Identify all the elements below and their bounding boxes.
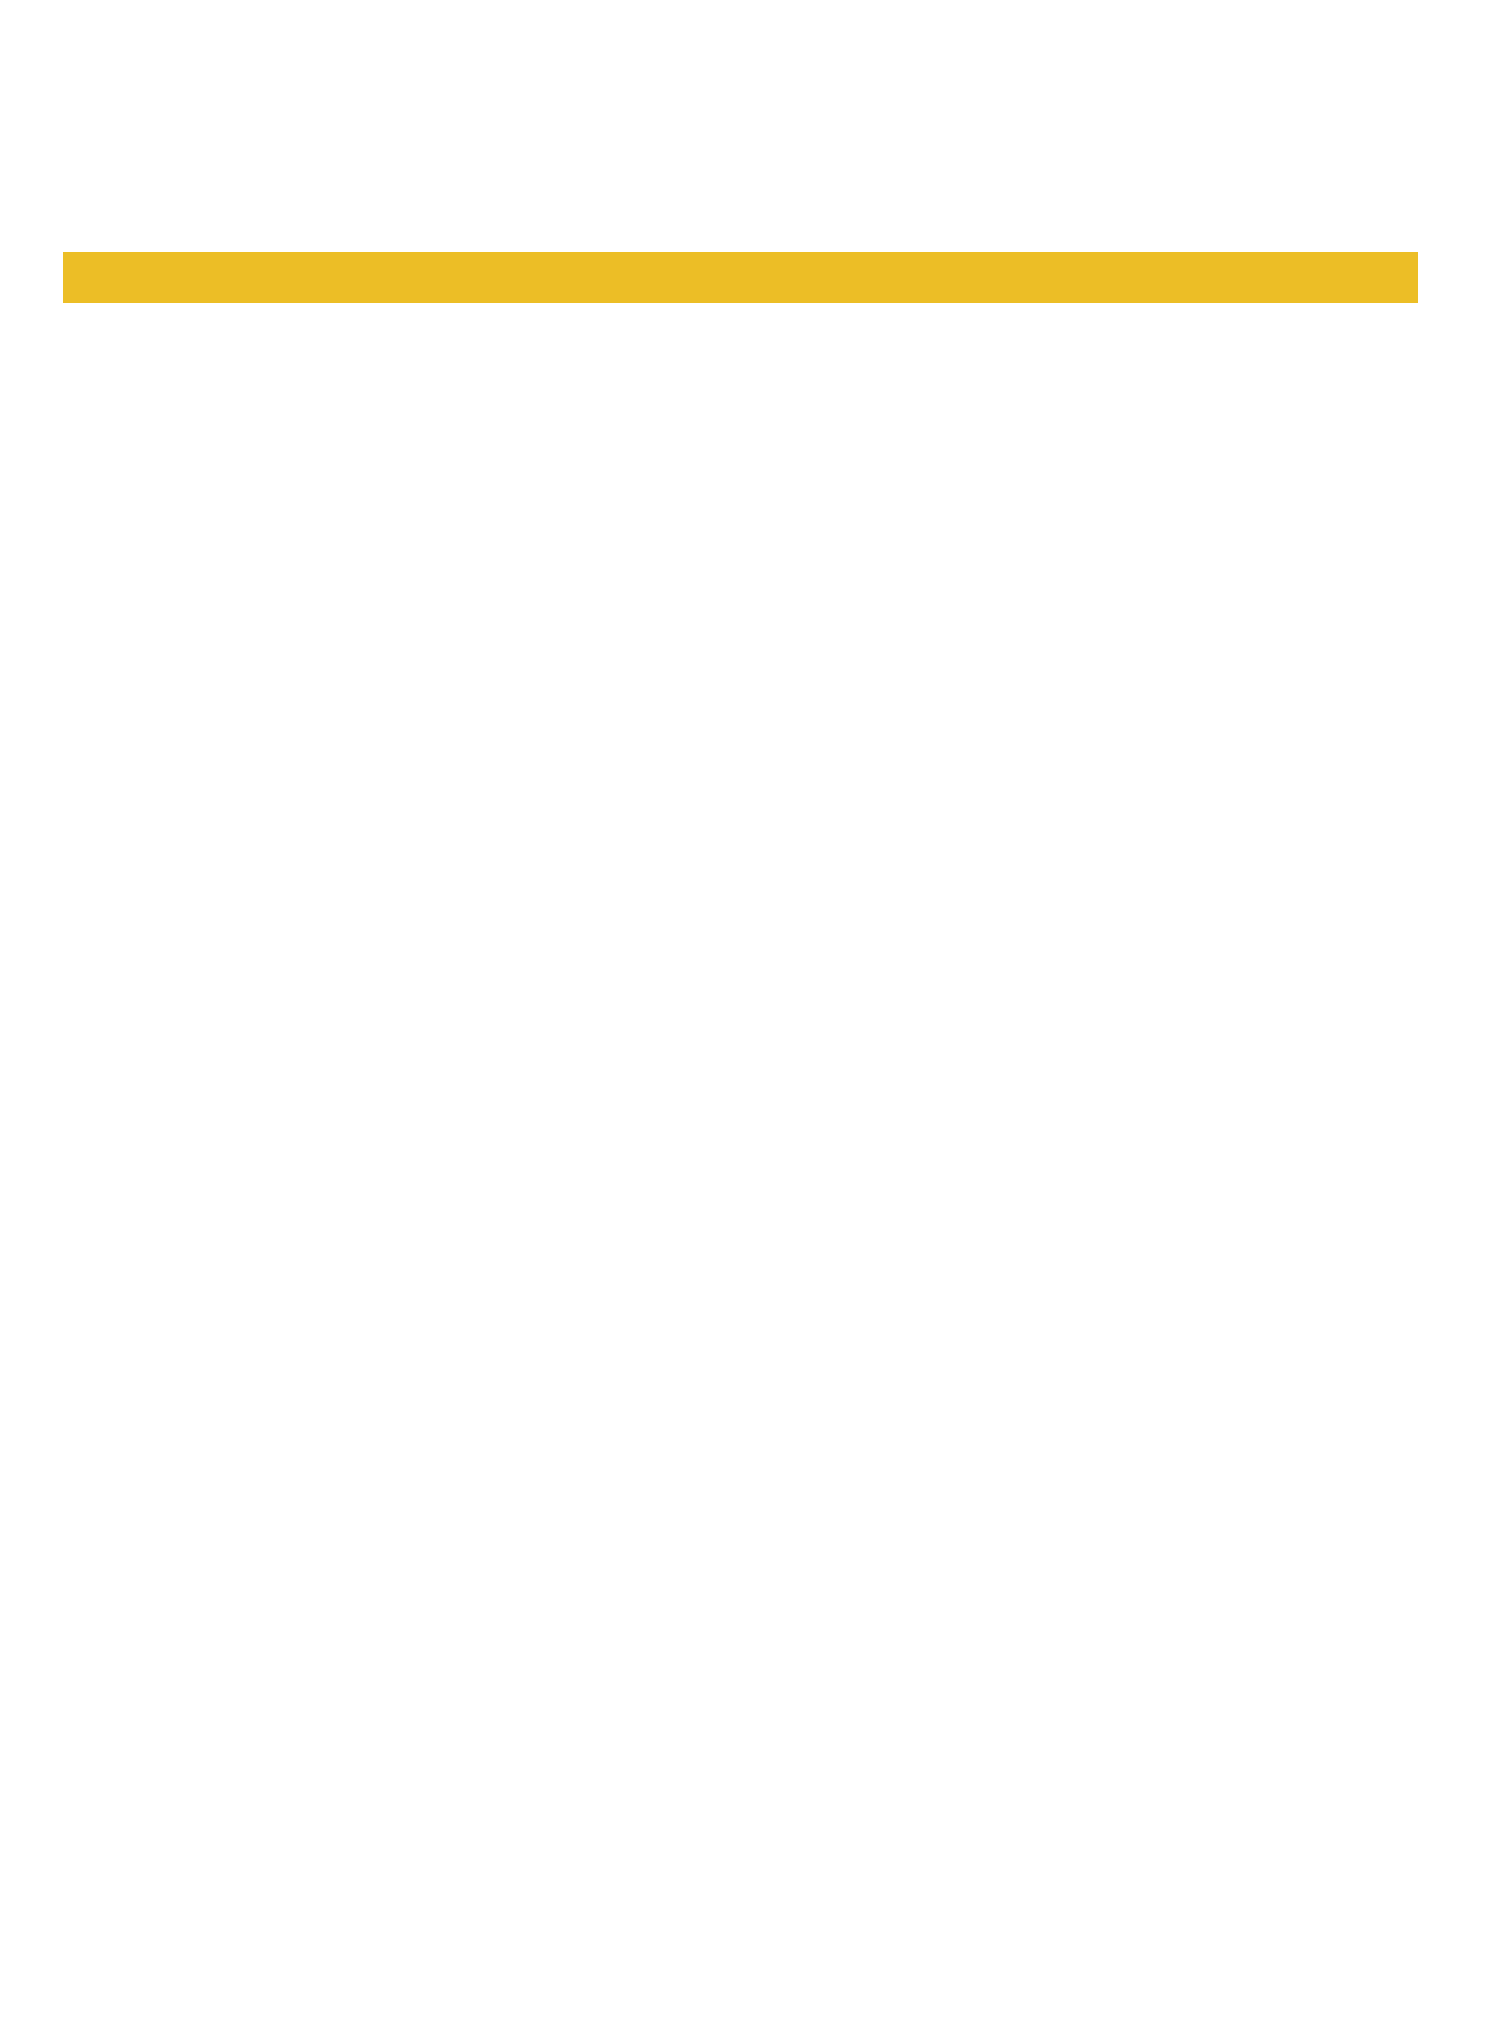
product-spec-sheet <box>0 0 1500 558</box>
model-code-section <box>0 0 1500 558</box>
legend-band <box>63 252 1418 303</box>
